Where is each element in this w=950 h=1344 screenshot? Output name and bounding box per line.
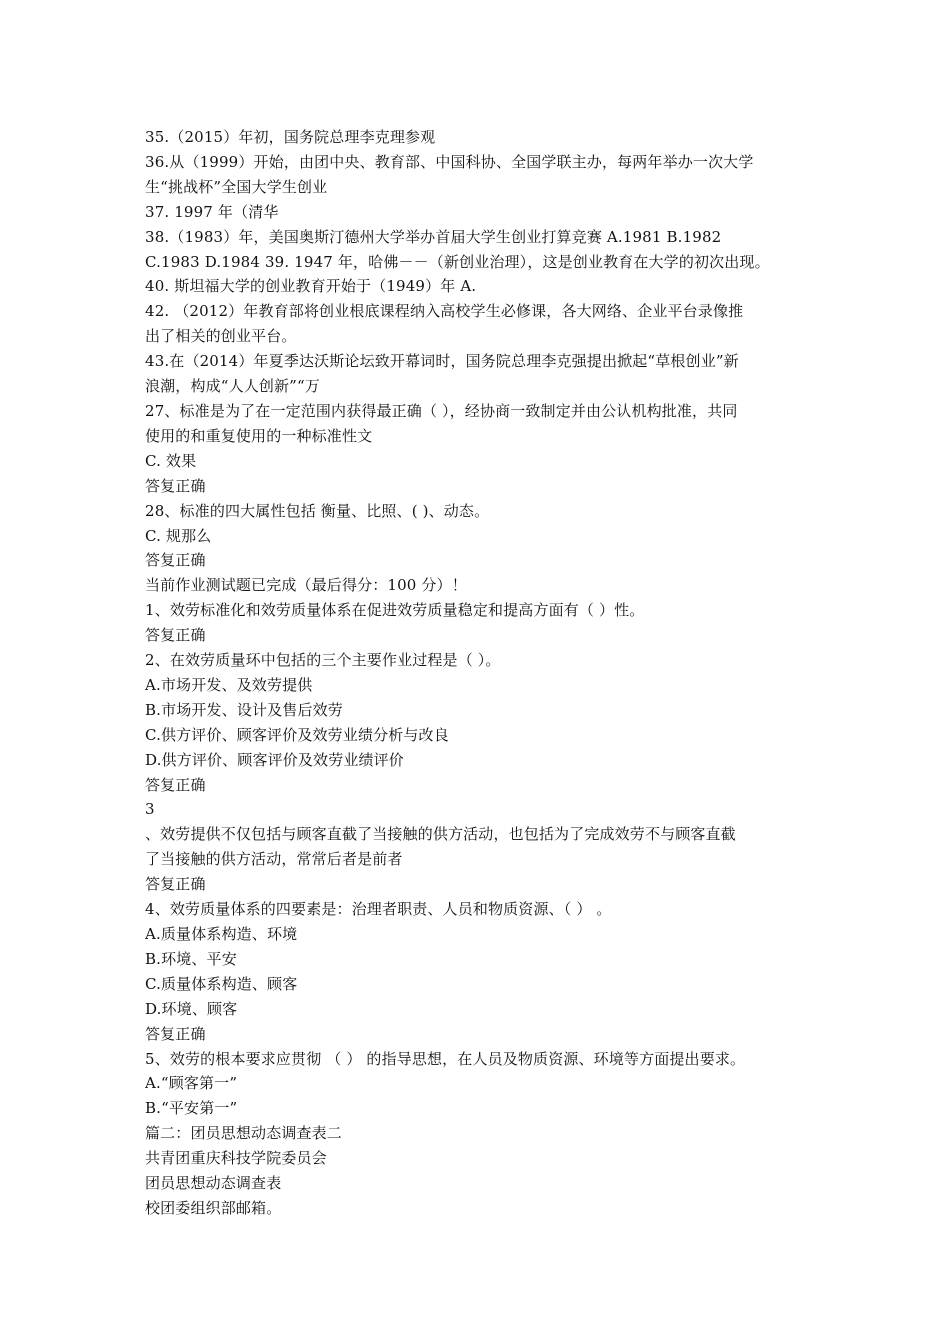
text-line: 浪潮，构成“人人创新”“万 <box>145 377 320 396</box>
text-line: 答复正确 <box>145 1024 206 1043</box>
text-line: B.环境、平安 <box>145 949 237 968</box>
section-heading: 篇二：团员思想动态调查表二 <box>145 1124 342 1143</box>
text-line: 40. 斯坦福大学的创业教育开始于（1949）年 A. <box>145 277 477 296</box>
text-line: 2、在效劳质量环中包括的三个主要作业过程是（ ）。 <box>145 651 501 670</box>
text-line: 校团委组织部邮箱。 <box>145 1198 282 1217</box>
text-line: 出了相关的创业平台。 <box>145 327 297 346</box>
text-line: 1、效劳标准化和效劳质量体系在促进效劳质量稳定和提高方面有（ ）性。 <box>145 601 645 620</box>
text-line: B.“平安第一” <box>145 1099 238 1118</box>
text-line: 37. 1997 年（清华 <box>145 202 279 221</box>
text-line: B.市场开发、设计及售后效劳 <box>145 700 343 719</box>
text-line: 共青团重庆科技学院委员会 <box>145 1149 327 1168</box>
text-line: 43.在（2014）年夏季达沃斯论坛致开幕词时，国务院总理李克强提出掀起“草根创业”新 <box>145 352 739 371</box>
text-line: D.环境、顾客 <box>145 999 238 1018</box>
text-line: 27、标准是为了在一定范围内获得最正确（ ），经协商一致制定并由公认机构批准，共同 <box>145 401 738 420</box>
text-line: 36.从（1999）开始，由团中央、教育部、中国科协、全国学联主办，每两年举办一次大学 <box>145 152 754 171</box>
text-line: C. 规那么 <box>145 526 212 545</box>
text-line: 28、标准的四大属性包括 衡量、比照、( )、动态。 <box>145 501 490 520</box>
text-line: 答复正确 <box>145 551 206 570</box>
text-line: C. 效果 <box>145 451 197 470</box>
text-line: 38.（1983）年，美国奥斯汀德州大学举办首届大学生创业打算竞赛 A.1981 B.1982 <box>145 227 722 246</box>
text-line: C.供方评价、顾客评价及效劳业绩分析与改良 <box>145 725 449 744</box>
text-line: 42. （2012）年教育部将创业根底课程纳入高校学生必修课，各大网络、企业平台录像推 <box>145 302 744 321</box>
text-line: A.质量体系构造、环境 <box>145 925 298 943</box>
text-line: 当前作业测试题已完成（最后得分：100 分）！ <box>145 576 467 595</box>
text-line: 答复正确 <box>145 875 206 894</box>
text-line: 了当接触的供方活动，常常后者是前者 <box>145 850 403 869</box>
text-line: 团员思想动态调查表 <box>145 1174 282 1193</box>
text-line: 答复正确 <box>145 476 206 495</box>
text-line: 答复正确 <box>145 775 206 794</box>
text-line: A.“顾客第一” <box>145 1074 238 1093</box>
text-line: 4、效劳质量体系的四要素是：治理者职责、人员和物质资源、（ ） 。 <box>145 900 612 919</box>
text-line: 5、效劳的根本要求应贯彻 （ ） 的指导思想，在人员及物质资源、环境等方面提出要求。 <box>145 1049 746 1068</box>
text-line: D.供方评价、顾客评价及效劳业绩评价 <box>145 750 404 769</box>
text-line: A.市场开发、及效劳提供 <box>145 675 313 694</box>
text-line: 、效劳提供不仅包括与顾客直截了当接触的供方活动，也包括为了完成效劳不与顾客直截 <box>145 825 736 844</box>
text-line: 答复正确 <box>145 626 206 645</box>
text-line: C.质量体系构造、顾客 <box>145 974 298 993</box>
text-line: C.1983 D.1984 39. 1947 年，哈佛－－（新创业治理），这是创业教育在大学的初次出现。 <box>145 252 770 271</box>
text-line: 35.（2015）年初，国务院总理李克理参观 <box>145 128 436 146</box>
text-line: 3 <box>145 800 155 819</box>
text-line: 生“挑战杯”全国大学生创业 <box>145 177 328 196</box>
document-body <box>145 125 807 1221</box>
text-line: 使用的和重复使用的一种标准性文 <box>145 426 373 445</box>
